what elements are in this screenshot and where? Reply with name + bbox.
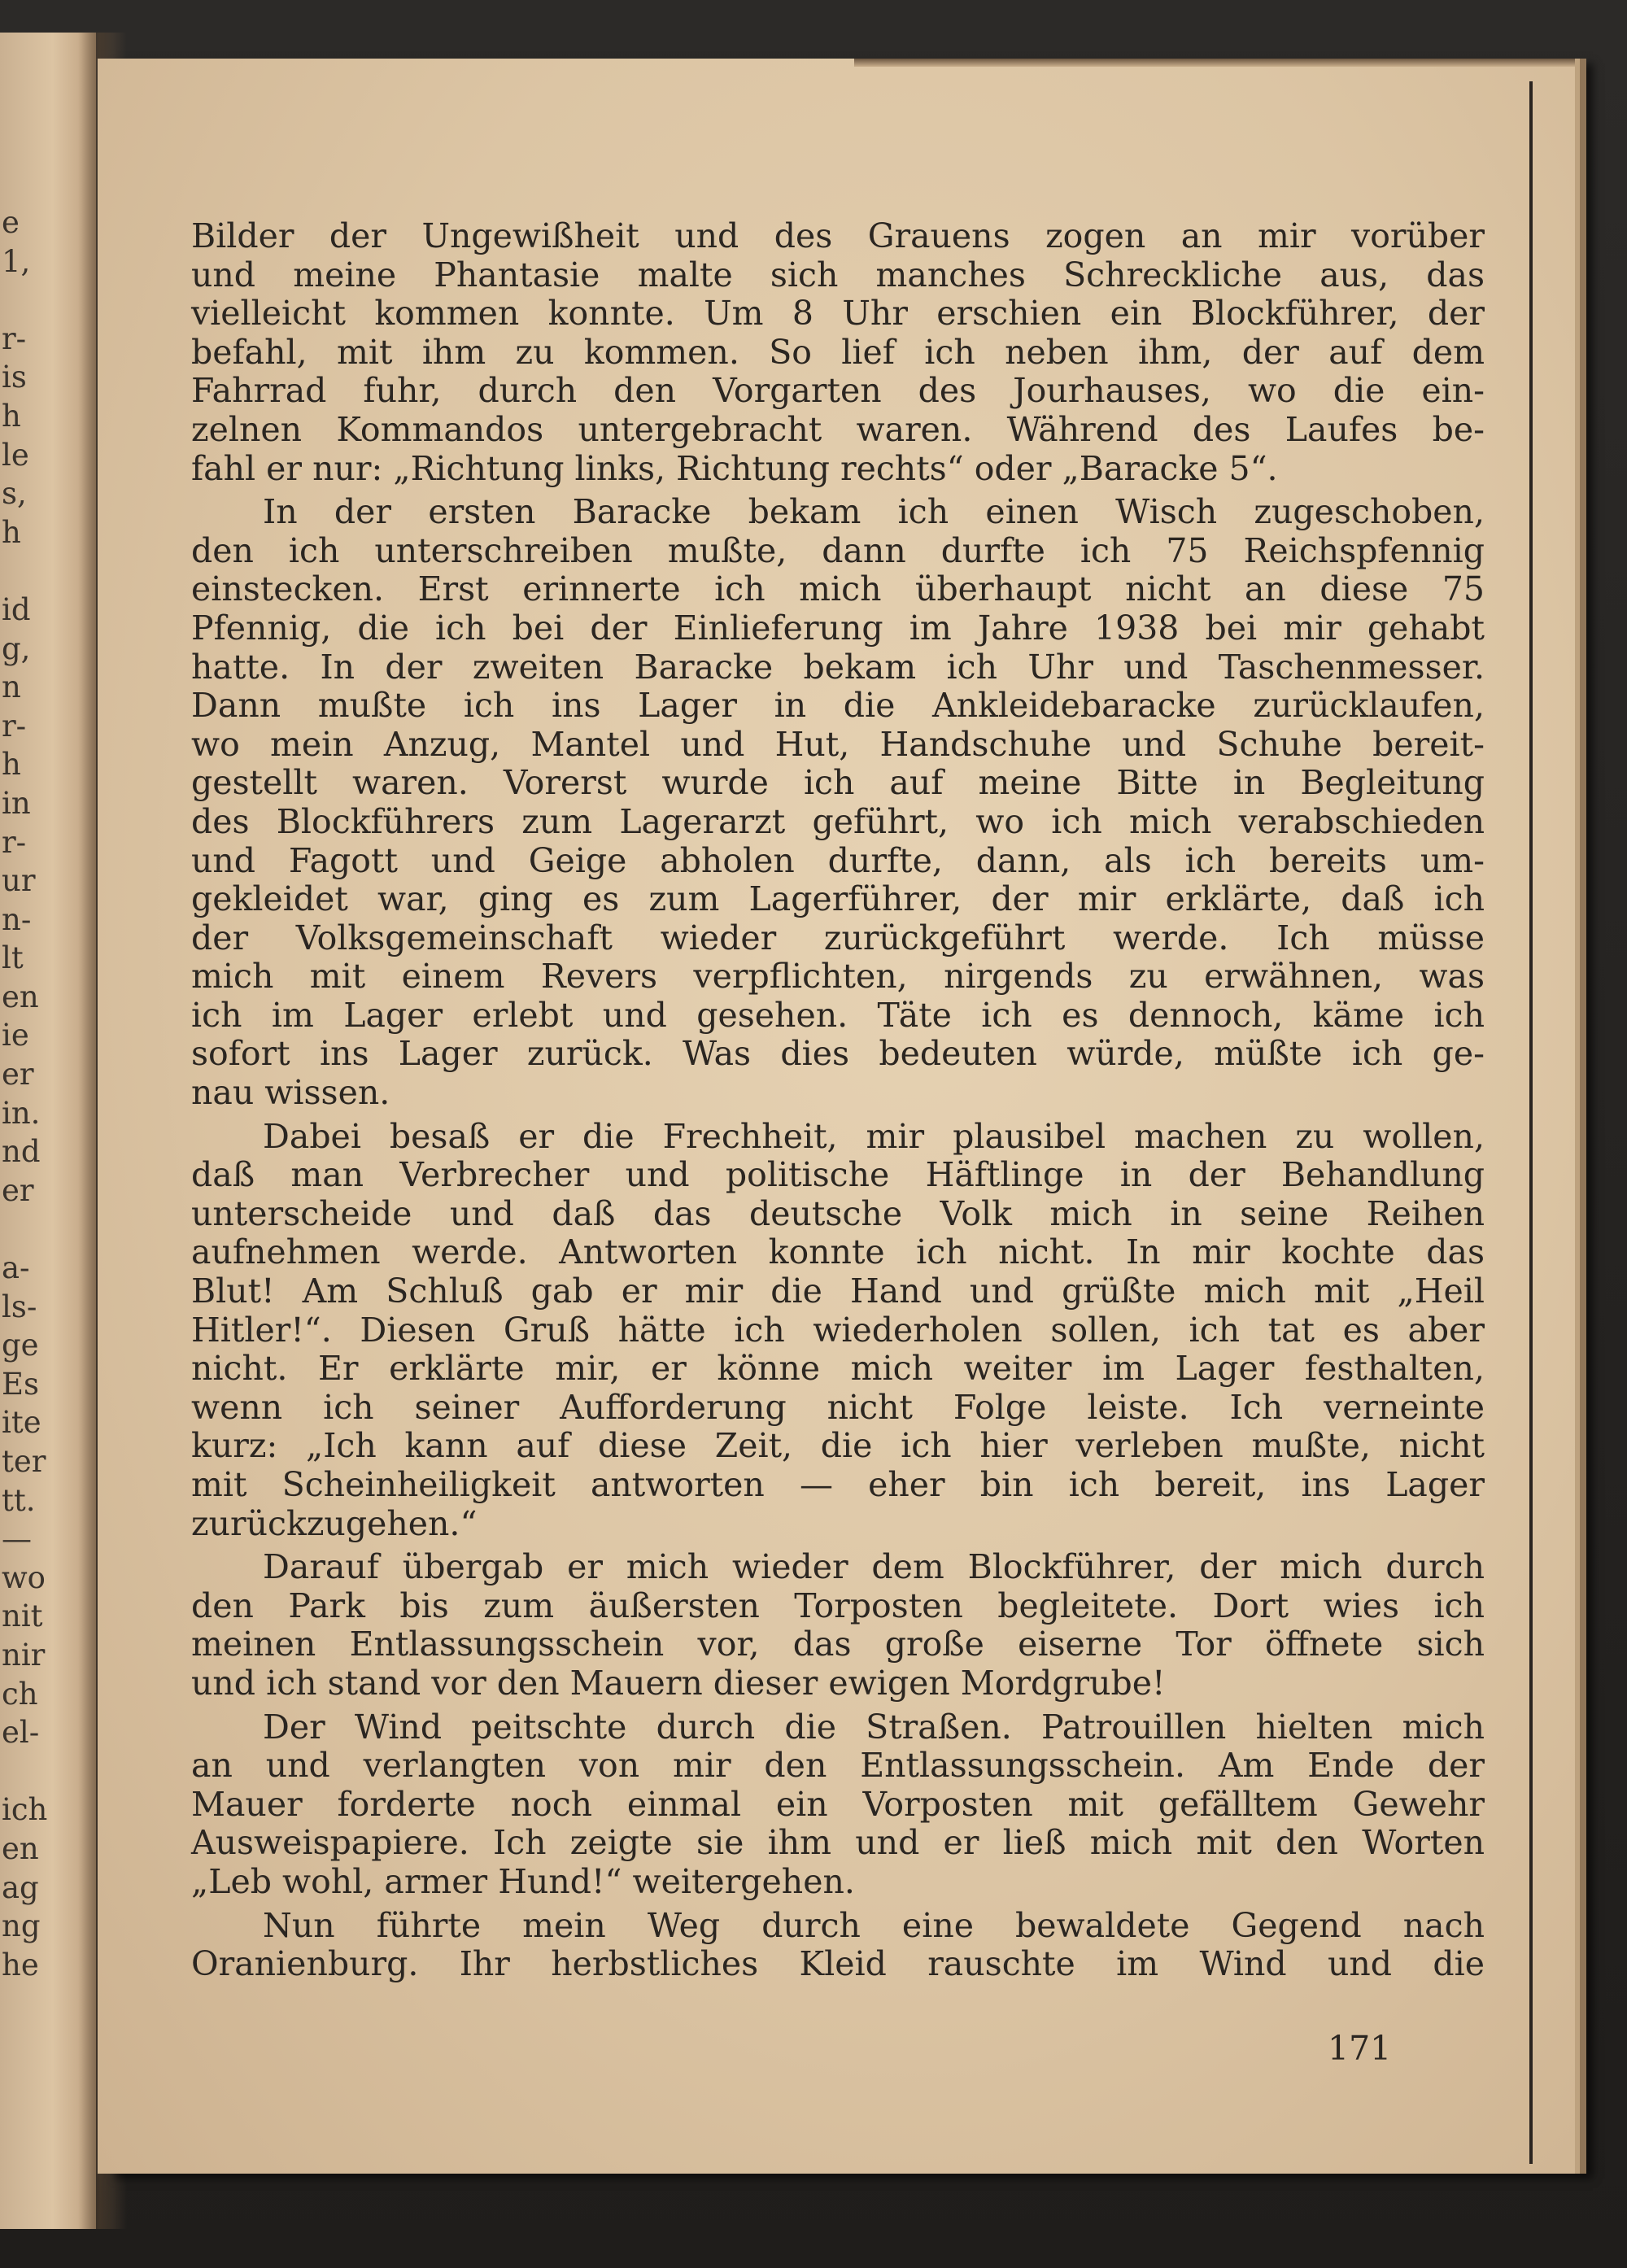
paragraph xyxy=(191,1548,1485,1703)
left-page-fragment: ich xyxy=(2,1792,48,1828)
left-page-fragment: e xyxy=(2,205,20,240)
left-page-fragment: ls- xyxy=(2,1289,37,1324)
book-page xyxy=(98,59,1575,2174)
left-page-fragment: nir xyxy=(2,1637,46,1673)
left-page-fragment: a- xyxy=(2,1250,30,1286)
text-line: und Fagott und Geige abholen durfte, dann, als ich bereits um- xyxy=(191,840,1485,880)
text-line: Nun führte mein Weg durch eine bewaldete Gegend nach xyxy=(263,1905,1485,1945)
text-line: den Park bis zum äußersten Torposten begleitete. Dort wies ich xyxy=(191,1585,1485,1625)
left-page-fragment: er xyxy=(2,1172,34,1208)
text-line: zurückzugehen.“ xyxy=(191,1503,478,1543)
left-page-text-fragments xyxy=(2,203,59,1984)
left-page-fragment: nit xyxy=(2,1599,43,1634)
paragraph xyxy=(191,1708,1485,1902)
left-page-fragment xyxy=(2,1210,59,1249)
text-line: der Volksgemeinschaft wieder zurückgeführt werde. Ich müsse xyxy=(191,918,1485,957)
text-line: nicht. Er erklärte mir, er könne mich weiter im Lager festhalten, xyxy=(191,1349,1485,1389)
text-line: Dabei besaß er die Frechheit, mir plausibel machen zu wollen, xyxy=(263,1116,1485,1156)
text-line: Blut! Am Schluß gab er mir die Hand und grüßte mich mit „Heil xyxy=(191,1271,1485,1311)
text-line: In der ersten Baracke bekam ich einen Wisch zugeschoben, xyxy=(263,492,1485,532)
page-top-edge xyxy=(854,59,1575,67)
text-line: aufnehmen werde. Antworten konnte ich nicht. In mir kochte das xyxy=(191,1232,1485,1272)
left-page-fragment: tt. xyxy=(2,1482,36,1518)
text-line: und ich stand vor den Mauern dieser ewigen Mordgrube! xyxy=(191,1663,1166,1703)
text-line: vielleicht kommen konnte. Um 8 Uhr erschien ein Blockführer, der xyxy=(191,294,1485,334)
text-line: zelnen Kommandos untergebracht waren. Während des Laufes be- xyxy=(191,409,1485,449)
left-page-fragment: s, xyxy=(2,476,27,512)
left-page-fragment: ng xyxy=(2,1908,41,1944)
text-line: gestellt waren. Vorerst wurde ich auf meine Bitte in Begleitung xyxy=(191,763,1485,803)
text-line: Pfennig, die ich bei der Einlieferung im Jahre 1938 bei mir gehabt xyxy=(191,608,1485,648)
left-page-fragment: g, xyxy=(2,630,31,666)
text-line: meinen Entlassungsschein vor, das große eiserne Tor öffnete sich xyxy=(191,1625,1485,1664)
left-page-fragment: ag xyxy=(2,1869,39,1905)
left-page-fragment: n xyxy=(2,669,21,705)
left-page-fragment: wo xyxy=(2,1559,46,1595)
left-page-fragment: nd xyxy=(2,1134,41,1170)
left-page-fragment: he xyxy=(2,1947,39,1982)
text-line: Dann mußte ich ins Lager in die Ankleidebaracke zurücklaufen, xyxy=(191,686,1485,726)
left-page-fragment: le xyxy=(2,437,29,473)
body-text xyxy=(191,217,1485,1989)
left-page-fragment: ur xyxy=(2,863,36,899)
left-page-fragment xyxy=(2,1752,59,1791)
left-page-fragment: ch xyxy=(2,1676,38,1712)
text-line: gekleidet war, ging es zum Lagerführer, der mir erklärte, daß ich xyxy=(191,879,1485,919)
left-page-fragment: in. xyxy=(2,1095,41,1131)
text-line: Oranienburg. Ihr herbstliches Kleid rauschte im Wind und die xyxy=(191,1944,1485,1984)
text-line: Hitler!“. Diesen Gruß hätte ich wiederholen sollen, ich tat es aber xyxy=(191,1310,1485,1350)
left-page-fragment: ie xyxy=(2,1018,29,1053)
left-page-fragment: r- xyxy=(2,824,27,860)
left-page-fragment xyxy=(2,552,59,591)
left-page-fragment: ter xyxy=(2,1444,46,1479)
page-edge-line xyxy=(1529,81,1533,2164)
paragraph xyxy=(191,1118,1485,1544)
left-page-fragment: r- xyxy=(2,321,27,356)
text-line: Mauer forderte noch einmal ein Vorposten mit gefälltem Gewehr xyxy=(191,1784,1485,1824)
text-line: daß man Verbrecher und politische Häftlinge in der Behandlung xyxy=(191,1155,1485,1195)
text-line: fahl er nur: „Richtung links, Richtung rechts“ oder „Baracke 5“. xyxy=(191,448,1278,488)
text-line: und meine Phantasie malte sich manches Schreckliche aus, das xyxy=(191,255,1485,294)
text-line: befahl, mit ihm zu kommen. So lief ich neben ihm, der auf dem xyxy=(191,332,1485,372)
left-page-fragment: h xyxy=(2,398,21,434)
text-line: Bilder der Ungewißheit und des Grauens zogen an mir vorüber xyxy=(191,216,1485,255)
left-page-fragment: h xyxy=(2,747,21,783)
left-page-fragment: ite xyxy=(2,1405,41,1441)
text-line: nau wissen. xyxy=(191,1073,390,1113)
paragraph xyxy=(191,217,1485,488)
text-line: Fahrrad fuhr, durch den Vorgarten des Jourhauses, wo die ein- xyxy=(191,371,1485,411)
text-line: unterscheide und daß das deutsche Volk mich in seine Reihen xyxy=(191,1193,1485,1233)
left-page-fragment: 1, xyxy=(2,243,31,279)
left-page-fragment: is xyxy=(2,360,27,395)
text-line: ich im Lager erlebt und gesehen. Täte ich es dennoch, käme ich xyxy=(191,995,1485,1035)
text-line: „Leb wohl, armer Hund!“ weitergehen. xyxy=(191,1861,855,1901)
left-page-fragment: n- xyxy=(2,901,32,937)
text-line: mit Scheinheiligkeit antworten — eher bin ich bereit, ins Lager xyxy=(191,1465,1485,1504)
left-page-fragment: ge xyxy=(2,1328,39,1363)
left-page-fragment: — xyxy=(2,1521,32,1557)
left-page-fragment: r- xyxy=(2,708,27,744)
left-page-fragment: h xyxy=(2,514,21,550)
left-page-fragment: id xyxy=(2,591,31,627)
text-line: wo mein Anzug, Mantel und Hut, Handschuhe und Schuhe bereit- xyxy=(191,724,1485,764)
left-page-fragment: en xyxy=(2,979,39,1014)
text-line: kurz: „Ich kann auf diese Zeit, die ich hier verleben mußte, nicht xyxy=(191,1426,1485,1466)
text-line: Darauf übergab er mich wieder dem Blockführer, der mich durch xyxy=(263,1547,1485,1587)
left-page-fragment: en xyxy=(2,1830,39,1866)
text-line: mich mit einem Revers verpflichten, nirgends zu erwähnen, was xyxy=(191,957,1485,997)
text-line: Der Wind peitschte durch die Straßen. Patrouillen hielten mich xyxy=(263,1707,1485,1747)
text-line: hatte. In der zweiten Baracke bekam ich Uhr und Taschenmesser. xyxy=(191,647,1485,687)
text-line: an und verlangten von mir den Entlassungsschein. Am Ende der xyxy=(191,1746,1485,1786)
page-number: 171 xyxy=(1328,2029,1392,2068)
left-page-fragment: in xyxy=(2,785,31,821)
left-page-fragment: lt xyxy=(2,940,24,976)
paragraph xyxy=(191,1907,1485,1984)
left-page-fragment: el- xyxy=(2,1715,40,1751)
left-page-fragment: Es xyxy=(2,1366,39,1402)
left-page-fragment: er xyxy=(2,1057,34,1093)
left-page-fragment xyxy=(2,281,59,320)
text-line: einstecken. Erst erinnerte ich mich überhaupt nicht an diese 75 xyxy=(191,569,1485,609)
text-line: wenn ich seiner Aufforderung nicht Folge leiste. Ich verneinte xyxy=(191,1387,1485,1427)
text-line: den ich unterschreiben mußte, dann durfte ich 75 Reichspfennig xyxy=(191,530,1485,570)
text-line: des Blockführers zum Lagerarzt geführt, wo ich mich verabschieden xyxy=(191,801,1485,841)
text-line: sofort ins Lager zurück. Was dies bedeuten würde, müßte ich ge- xyxy=(191,1034,1485,1074)
text-line: Ausweispapiere. Ich zeigte sie ihm und er ließ mich mit den Worten xyxy=(191,1823,1485,1863)
paragraph xyxy=(191,493,1485,1113)
